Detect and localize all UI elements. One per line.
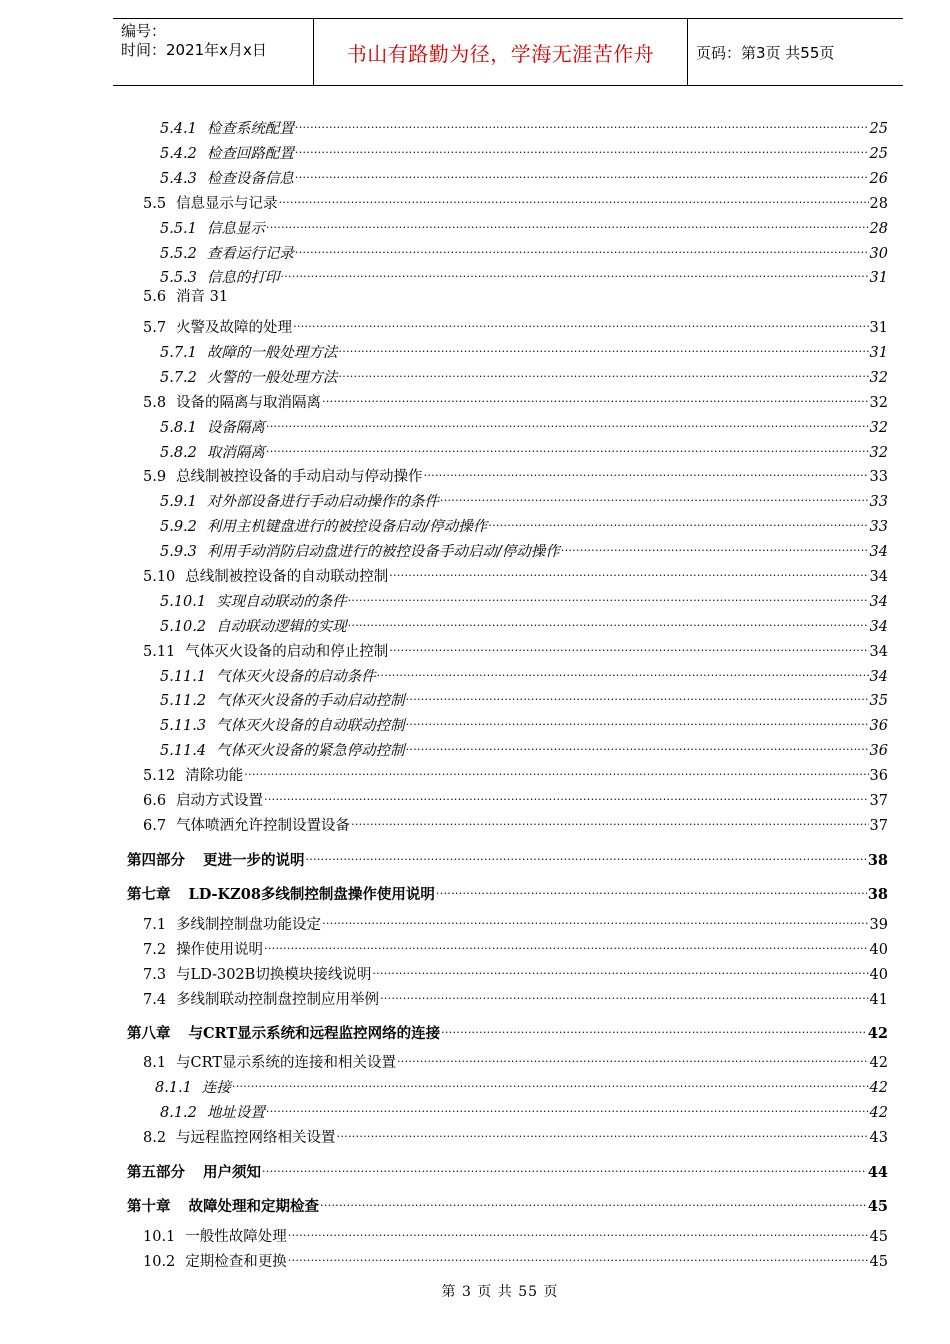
toc-entry[interactable]	[160, 163, 888, 187]
toc-dot-leader	[372, 959, 868, 979]
toc-entry-title	[160, 716, 405, 736]
toc-entry-title	[160, 592, 347, 612]
toc-entry-label: 利用主机键盘进行的被控设备启动/停动操作	[206, 519, 488, 535]
toc-entry-number: 5.11.4	[160, 743, 207, 759]
toc-entry[interactable]	[160, 685, 888, 709]
toc-dot-leader	[279, 188, 869, 208]
toc-entry-number: 8.1.1	[155, 1080, 192, 1096]
toc-dot-leader	[488, 511, 868, 531]
toc-entry[interactable]	[143, 561, 888, 585]
toc-entry-number: 10.2	[143, 1254, 176, 1270]
toc-entry-page: 34	[869, 644, 888, 660]
toc-entry[interactable]	[127, 1018, 888, 1042]
toc-dot-leader	[288, 1221, 869, 1241]
toc-entry[interactable]	[160, 362, 888, 386]
toc-entry-title	[143, 642, 388, 662]
toc-entry-label: 与CRT显示系统的连接和相关设置	[176, 1055, 396, 1071]
toc-entry-number: 5.8.1	[160, 420, 197, 436]
toc-dot-leader	[280, 262, 868, 282]
toc-entry-page: 33	[869, 494, 888, 510]
toc-entry-label: 信息显示	[206, 221, 265, 237]
header-page-info: 页码：第3页 共55页	[696, 43, 835, 62]
toc-entry-label: 检查回路配置	[206, 146, 294, 162]
toc-dot-leader	[397, 1047, 869, 1067]
toc-entry-title	[143, 1252, 287, 1272]
toc-entry-title	[143, 567, 388, 587]
toc-entry-number: 5.9.1	[160, 494, 197, 510]
toc-entry-label: 定期检查和更换	[185, 1254, 287, 1270]
toc-entry-number: 5.10	[143, 569, 176, 585]
toc-entry-title	[127, 1024, 440, 1044]
toc-entry-number: 第七章	[127, 886, 171, 903]
toc-entry[interactable]	[143, 636, 888, 660]
toc-entry-page: 33	[869, 519, 888, 535]
toc-entry-page: 37	[869, 793, 888, 809]
toc-entry-page: 25	[869, 146, 888, 162]
toc-dot-leader	[348, 586, 869, 606]
toc-entry-label: 气体灭火设备的手动启动控制	[216, 693, 405, 709]
toc-entry-label: 检查系统配置	[206, 121, 294, 137]
toc-entry-number: 5.9	[143, 469, 167, 485]
toc-entry-label: 利用手动消防启动盘进行的被控设备手动启动/停动操作	[206, 544, 560, 560]
toc-entry-title	[160, 492, 439, 512]
toc-entry-page: 42	[869, 1105, 888, 1121]
toc-entry-number: 5.11.3	[160, 718, 207, 734]
toc-entry-label: 多线制联动控制盘控制应用举例	[176, 992, 380, 1008]
toc-entry[interactable]	[143, 287, 228, 307]
toc-entry-label: 自动联动逻辑的实现	[216, 619, 347, 635]
toc-entry-page: 28	[869, 196, 888, 212]
toc-entry-page: 32	[869, 420, 888, 436]
toc-dot-leader	[348, 611, 869, 631]
toc-entry-page: 32	[869, 445, 888, 461]
toc-entry-page: 43	[869, 1130, 888, 1146]
toc-dot-leader	[295, 113, 869, 133]
toc-entry-page: 25	[869, 121, 888, 137]
toc-entry-title	[160, 691, 405, 711]
toc-entry-page: 36	[869, 743, 888, 759]
toc-entry-page: 31	[869, 270, 888, 286]
toc-entry-number: 5.10.2	[160, 619, 207, 635]
toc-entry[interactable]	[160, 337, 888, 361]
toc-entry[interactable]	[160, 586, 888, 610]
toc-entry-title	[143, 1227, 287, 1247]
toc-entry-number: 5.10.1	[160, 594, 207, 610]
toc-entry-title	[143, 318, 292, 338]
toc-entry[interactable]	[160, 138, 888, 162]
toc-entry-number: 7.3	[143, 967, 167, 983]
toc-entry-label: 操作使用说明	[176, 942, 264, 958]
toc-entry-title	[160, 1103, 265, 1123]
toc-entry-page: 34	[869, 619, 888, 635]
toc-dot-leader	[262, 1157, 867, 1177]
toc-entry-title	[143, 816, 350, 836]
toc-entry-title	[127, 1197, 319, 1217]
toc-entry[interactable]	[160, 710, 888, 734]
toc-entry[interactable]	[160, 486, 888, 510]
toc-entry-number: 5.6	[143, 289, 167, 305]
toc-entry-title	[143, 791, 263, 811]
toc-dot-leader	[338, 362, 868, 382]
toc-dot-leader	[351, 810, 868, 830]
toc-entry-title	[160, 418, 265, 438]
toc-entry-page: 42	[869, 1055, 888, 1071]
toc-entry-page: 38	[867, 852, 888, 869]
toc-entry-label: 总线制被控设备的手动启动与停动操作	[176, 469, 423, 485]
toc-dot-leader	[293, 312, 868, 332]
toc-entry-label: 火警的一般处理方法	[206, 370, 338, 386]
toc-entry[interactable]	[143, 760, 888, 784]
toc-entry-label: 气体灭火设备的启动条件	[216, 669, 376, 685]
toc-dot-leader	[561, 536, 869, 556]
page-footer: 第 3 页 共 55 页	[441, 1284, 559, 1300]
toc-entry-number: 5.5	[143, 196, 167, 212]
toc-entry-title	[143, 915, 321, 935]
toc-entry-label: 火警及故障的处理	[176, 320, 293, 336]
toc-entry[interactable]	[160, 113, 888, 137]
toc-entry-number: 5.9.2	[160, 519, 197, 535]
toc-entry-number: 5.9.3	[160, 544, 197, 560]
toc-entry-number: 7.1	[143, 917, 167, 933]
toc-entry-label: 气体灭火设备的紧急停动控制	[216, 743, 405, 759]
toc-entry-title	[143, 990, 379, 1010]
toc-entry-title	[127, 851, 305, 871]
toc-dot-leader	[266, 213, 869, 233]
toc-entry-page: 35	[869, 693, 888, 709]
toc-entry-title	[143, 965, 371, 985]
toc-entry-page: 45	[867, 1198, 888, 1215]
toc-dot-leader	[266, 412, 869, 432]
toc-dot-leader	[264, 934, 868, 954]
toc-entry-label: 清除功能	[185, 768, 244, 784]
toc-dot-leader	[320, 1191, 867, 1211]
toc-entry[interactable]	[155, 1072, 888, 1096]
toc-entry-title	[143, 766, 243, 786]
toc-entry-title	[143, 467, 423, 487]
toc-entry-page: 34	[869, 569, 888, 585]
toc-entry-number: 8.1.2	[160, 1105, 197, 1121]
document-code-label: 编号：	[121, 22, 167, 40]
toc-entry-label: 消音 31	[176, 289, 229, 305]
toc-entry-title	[160, 119, 294, 139]
toc-entry[interactable]	[127, 1157, 888, 1181]
toc-dot-leader	[436, 879, 867, 899]
toc-entry-page: 41	[869, 992, 888, 1008]
toc-entry-label: 与远程监控网络相关设置	[176, 1130, 336, 1146]
toc-entry-label: 信息的打印	[206, 270, 280, 286]
toc-entry-label: 取消隔离	[206, 445, 265, 461]
toc-entry-title	[160, 219, 265, 239]
toc-entry[interactable]	[160, 213, 888, 237]
toc-entry-label: 检查设备信息	[206, 171, 294, 187]
toc-entry-label: 设备隔离	[206, 420, 265, 436]
toc-entry-number: 6.6	[143, 793, 167, 809]
toc-entry-number: 5.4.1	[160, 121, 197, 137]
toc-dot-leader	[322, 387, 868, 407]
toc-entry-page: 34	[869, 544, 888, 560]
toc-dot-leader	[389, 561, 868, 581]
toc-entry-number: 5.11	[143, 644, 176, 660]
toc-entry-page: 26	[869, 171, 888, 187]
toc-entry-title	[143, 393, 321, 413]
toc-entry-label: 与LD-302B切换模块接线说明	[176, 967, 372, 983]
toc-entry-page: 31	[869, 345, 888, 361]
toc-entry[interactable]	[143, 810, 888, 834]
toc-entry-number: 5.5.1	[160, 221, 197, 237]
toc-entry[interactable]	[143, 1047, 888, 1071]
toc-entry[interactable]	[143, 1246, 888, 1270]
toc-entry-title	[160, 741, 405, 761]
toc-entry-number: 5.5.3	[160, 270, 197, 286]
toc-entry-label: 气体喷洒允许控制设置设备	[176, 818, 351, 834]
toc-entry-number: 5.11.2	[160, 693, 207, 709]
toc-dot-leader	[424, 461, 869, 481]
toc-entry-number: 5.7.2	[160, 370, 197, 386]
toc-entry-page: 42	[869, 1080, 888, 1096]
toc-entry-title	[143, 1053, 396, 1073]
toc-dot-leader	[266, 1097, 869, 1117]
toc-entry-title	[160, 368, 337, 388]
toc-dot-leader	[264, 785, 868, 805]
toc-entry-title	[160, 169, 294, 189]
toc-entry[interactable]	[143, 312, 888, 336]
toc-entry-title	[160, 542, 560, 562]
toc-entry-label: 总线制被控设备的自动联动控制	[185, 569, 389, 585]
toc-entry-page: 39	[869, 917, 888, 933]
toc-entry[interactable]	[143, 1221, 888, 1245]
toc-entry-label: 气体灭火设备的启动和停止控制	[185, 644, 389, 660]
toc-entry-number: 7.2	[143, 942, 167, 958]
toc-entry-number: 第十章	[127, 1198, 171, 1215]
toc-entry-label: 一般性故障处理	[185, 1229, 287, 1245]
toc-entry-number: 5.11.1	[160, 669, 207, 685]
toc-entry-page: 45	[869, 1254, 888, 1270]
toc-entry-title	[127, 885, 435, 905]
toc-entry-number: 第五部分	[127, 1164, 185, 1181]
toc-entry-number: 5.8.2	[160, 445, 197, 461]
toc-entry-number: 7.4	[143, 992, 167, 1008]
toc-entry-label: 地址设置	[206, 1105, 265, 1121]
toc-entry-label: 与CRT显示系统和远程监控网络的连接	[188, 1025, 441, 1042]
toc-entry-page: 31	[869, 320, 888, 336]
toc-entry-page: 45	[869, 1229, 888, 1245]
toc-entry[interactable]	[160, 735, 888, 759]
toc-dot-leader	[389, 636, 868, 656]
toc-dot-leader	[288, 1246, 869, 1266]
toc-dot-leader	[322, 909, 868, 929]
toc-entry-label: 启动方式设置	[176, 793, 264, 809]
toc-entry-number: 6.7	[143, 818, 167, 834]
toc-entry-number: 5.4.3	[160, 171, 197, 187]
toc-entry-title	[143, 287, 228, 307]
toc-entry-page: 40	[869, 967, 888, 983]
toc-entry[interactable]	[143, 387, 888, 411]
toc-entry-label: 用户须知	[203, 1164, 261, 1181]
toc-dot-leader	[232, 1072, 869, 1092]
toc-entry-title	[143, 1128, 336, 1148]
toc-entry-title	[160, 343, 337, 363]
toc-entry-number: 第四部分	[127, 852, 185, 869]
toc-dot-leader	[337, 1122, 869, 1142]
toc-entry-title	[160, 244, 294, 264]
toc-dot-leader	[266, 437, 869, 457]
toc-entry-title	[143, 194, 278, 214]
toc-entry[interactable]	[143, 934, 888, 958]
toc-entry[interactable]	[160, 661, 888, 685]
toc-entry-label: LD-KZ08多线制控制盘操作使用说明	[188, 886, 435, 903]
toc-entry[interactable]	[143, 959, 888, 983]
toc-entry-number: 第八章	[127, 1025, 171, 1042]
toc-entry[interactable]	[160, 536, 888, 560]
toc-entry[interactable]	[160, 437, 888, 461]
toc-entry-label: 故障的一般处理方法	[206, 345, 338, 361]
toc-entry-page: 32	[869, 370, 888, 386]
toc-entry-page: 40	[869, 942, 888, 958]
toc-entry-title	[160, 268, 279, 288]
toc-entry-page: 37	[869, 818, 888, 834]
document-time-label: 时间：2021年x月x日	[121, 41, 267, 59]
toc-entry-title	[143, 940, 263, 960]
page-header	[113, 18, 903, 86]
toc-entry-page: 44	[867, 1164, 888, 1181]
toc-dot-leader	[377, 661, 869, 681]
toc-entry-label: 连接	[201, 1080, 231, 1096]
toc-entry-label: 更进一步的说明	[203, 852, 305, 869]
toc-entry[interactable]	[160, 1097, 888, 1121]
toc-entry-title	[127, 1163, 261, 1183]
toc-entry-number: 8.1	[143, 1055, 167, 1071]
toc-dot-leader	[406, 685, 869, 705]
toc-entry[interactable]	[160, 511, 888, 535]
toc-entry-number: 5.8	[143, 395, 167, 411]
toc-entry-page: 34	[869, 669, 888, 685]
toc-entry-label: 对外部设备进行手动启动操作的条件	[206, 494, 439, 510]
toc-dot-leader	[380, 984, 868, 1004]
toc-entry[interactable]	[143, 188, 888, 212]
toc-entry-label: 气体灭火设备的自动联动控制	[216, 718, 405, 734]
toc-entry[interactable]	[160, 238, 888, 262]
toc-entry[interactable]	[127, 845, 888, 869]
toc-entry[interactable]	[127, 879, 888, 903]
toc-entry[interactable]	[143, 785, 888, 809]
toc-dot-leader	[295, 238, 869, 258]
toc-entry-number: 5.5.2	[160, 246, 197, 262]
toc-dot-leader	[338, 337, 868, 357]
toc-entry-title	[160, 517, 487, 537]
toc-entry-label: 信息显示与记录	[176, 196, 278, 212]
toc-entry-page: 42	[867, 1025, 888, 1042]
toc-entry-label: 故障处理和定期检查	[188, 1198, 319, 1215]
toc-entry-label: 多线制控制盘功能设定	[176, 917, 322, 933]
header-left-cell	[113, 19, 314, 85]
toc-entry[interactable]	[143, 1122, 888, 1146]
toc-entry[interactable]	[143, 984, 888, 1008]
toc-entry-number: 5.7.1	[160, 345, 197, 361]
toc-dot-leader	[406, 735, 869, 755]
toc-entry-number: 8.2	[143, 1130, 167, 1146]
toc-entry-page: 36	[869, 718, 888, 734]
toc-dot-leader	[295, 163, 869, 183]
toc-entry[interactable]	[127, 1191, 888, 1215]
toc-entry-page: 32	[869, 395, 888, 411]
toc-dot-leader	[306, 845, 867, 865]
toc-entry[interactable]	[143, 909, 888, 933]
toc-entry-label: 实现自动联动的条件	[216, 594, 347, 610]
toc-entry-number: 5.4.2	[160, 146, 197, 162]
toc-entry[interactable]	[160, 412, 888, 436]
toc-entry[interactable]	[160, 262, 888, 286]
toc-entry[interactable]	[143, 461, 888, 485]
toc-dot-leader	[440, 486, 869, 506]
toc-entry-page: 36	[869, 768, 888, 784]
toc-entry-title	[160, 144, 294, 164]
toc-entry-page: 33	[869, 469, 888, 485]
toc-entry-page: 28	[869, 221, 888, 237]
toc-entry-title	[160, 443, 265, 463]
toc-dot-leader	[406, 710, 869, 730]
header-motto: 书山有路勤为径，学海无涯苦作舟	[314, 19, 688, 85]
toc-dot-leader	[244, 760, 868, 780]
toc-dot-leader	[295, 138, 869, 158]
toc-entry-number: 5.7	[143, 320, 167, 336]
toc-dot-leader	[441, 1018, 867, 1038]
toc-entry-page: 30	[869, 246, 888, 262]
toc-entry-page: 38	[867, 886, 888, 903]
toc-entry-title	[160, 617, 347, 637]
toc-entry-title	[155, 1078, 231, 1098]
toc-entry[interactable]	[160, 611, 888, 635]
toc-entry-label: 设备的隔离与取消隔离	[176, 395, 322, 411]
toc-entry-number: 5.12	[143, 768, 176, 784]
toc-entry-title	[160, 667, 376, 687]
toc-entry-label: 查看运行记录	[206, 246, 294, 262]
toc-entry-number: 10.1	[143, 1229, 176, 1245]
toc-entry-page: 34	[869, 594, 888, 610]
